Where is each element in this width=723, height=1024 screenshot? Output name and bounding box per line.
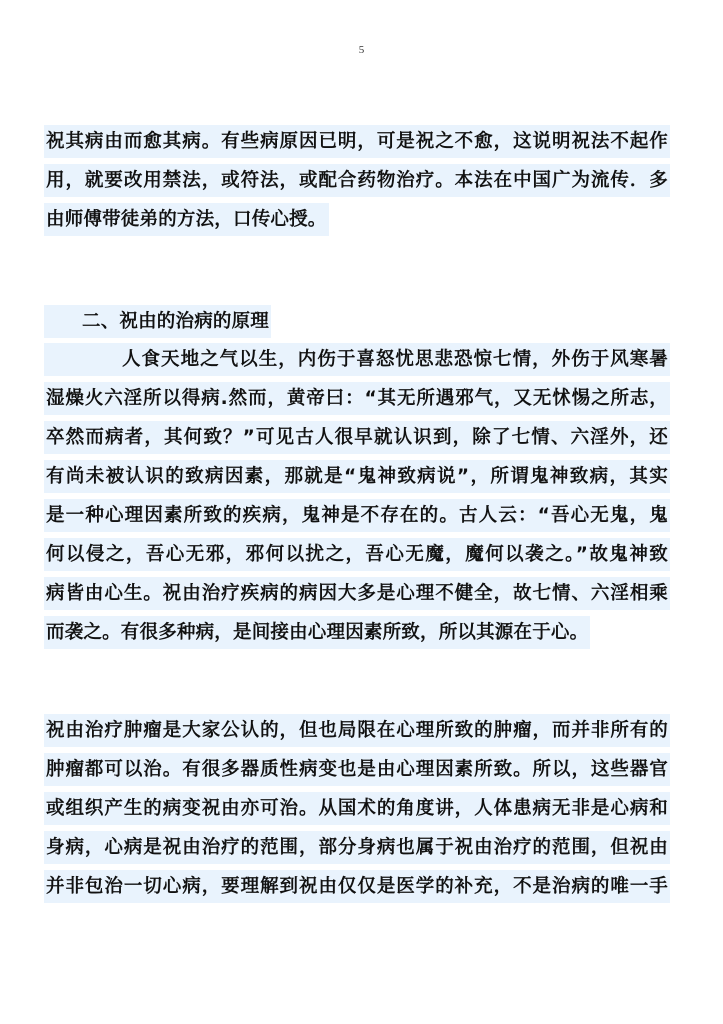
text-line: 用，就要改用禁法，或符法，或配合药物治疗。本法在中国广为流传．多 bbox=[44, 164, 670, 197]
text-line: 并非包治一切心病，要理解到祝由仅仅是医学的补充，不是治病的唯一手 bbox=[44, 870, 670, 903]
text-line: 由师傅带徒弟的方法，口传心授。 bbox=[44, 203, 329, 236]
text-line: 卒然而病者，其何致？”可见古人很早就认识到，除了七情、六淫外，还 bbox=[44, 421, 670, 454]
text-line: 而袭之。有很多种病，是间接由心理因素所致，所以其源在于心。 bbox=[44, 616, 590, 649]
text-line: 肿瘤都可以治。有很多器质性病变也是由心理因素所致。所以，这些器官 bbox=[44, 753, 670, 786]
page-number: 5 bbox=[358, 44, 365, 56]
text-line: 何以侵之，吾心无邪，邪何以扰之，吾心无魔，魔何以袭之。”故鬼神致 bbox=[44, 538, 670, 571]
section-heading: 二、祝由的治病的原理 bbox=[44, 305, 271, 338]
text-line: 有尚未被认识的致病因素，那就是“鬼神致病说”，所谓鬼神致病，其实 bbox=[44, 460, 670, 493]
text-line: 湿燥火六淫所以得病.然而，黄帝曰：“其无所遇邪气，又无怵惕之所志， bbox=[44, 382, 670, 415]
text-line: 祝由治疗肿瘤是大家公认的，但也局限在心理所致的肿瘤，而并非所有的 bbox=[44, 714, 670, 747]
text-line: 是一种心理因素所致的疾病，鬼神是不存在的。古人云：“吾心无鬼，鬼 bbox=[44, 499, 670, 532]
text-line: 人食天地之气以生，内伤于喜怒忧思悲恐惊七情，外伤于风寒暑 bbox=[44, 343, 670, 376]
text-line: 病皆由心生。祝由治疗疾病的病因大多是心理不健全，故七情、六淫相乘 bbox=[44, 577, 670, 610]
text-line: 身病，心病是祝由治疗的范围，部分身病也属于祝由治疗的范围，但祝由 bbox=[44, 831, 670, 864]
text-line: 或组织产生的病变祝由亦可治。从国术的角度讲，人体患病无非是心病和 bbox=[44, 792, 670, 825]
text-line: 祝其病由而愈其病。有些病原因已明，可是祝之不愈，这说明祝法不起作 bbox=[44, 125, 670, 158]
